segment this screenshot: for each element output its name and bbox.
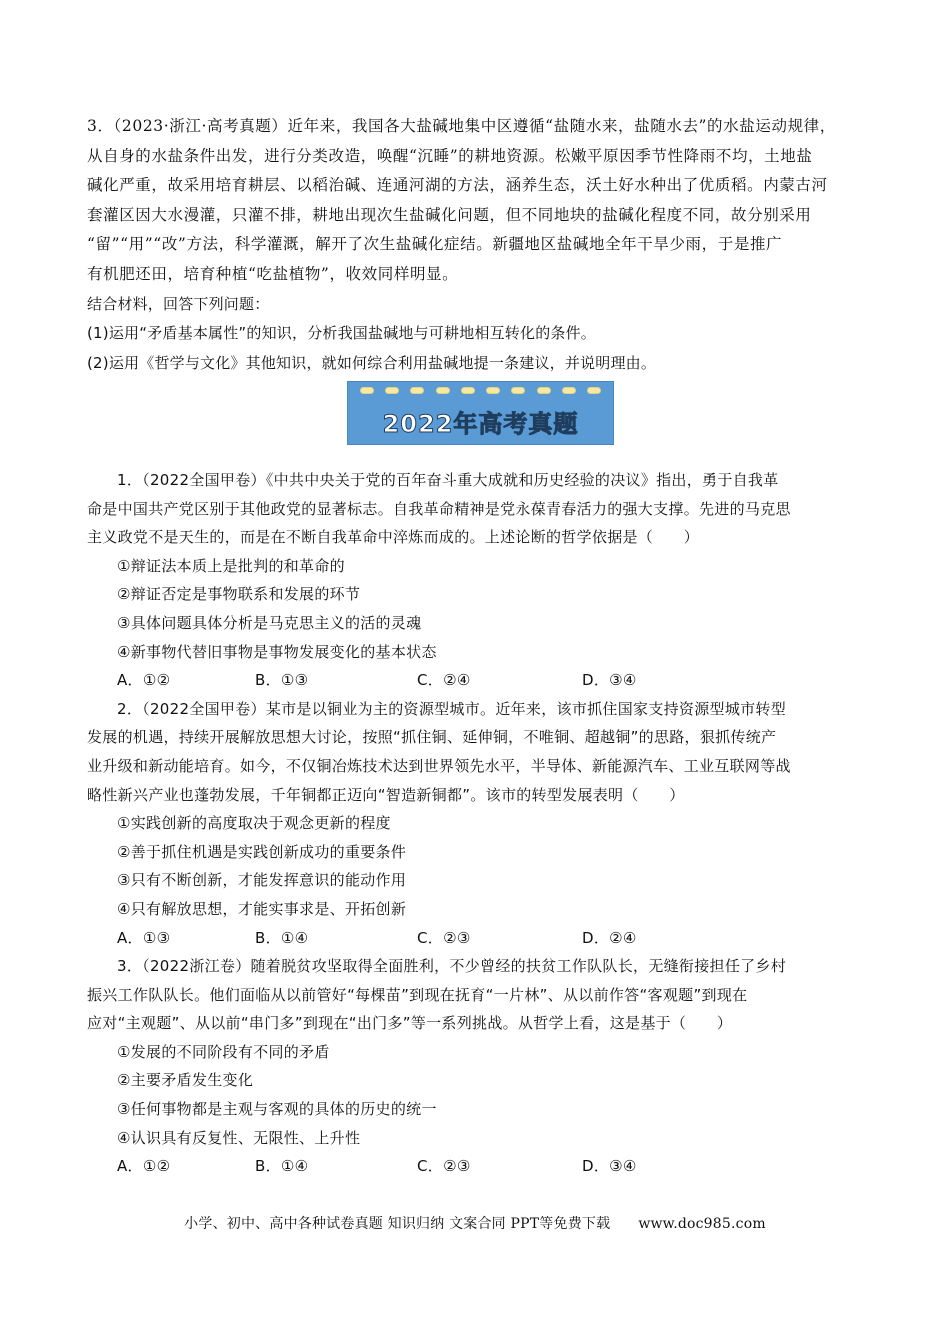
section-2022 xyxy=(87,466,867,1181)
question-stem-line: 2．（2022全国甲卷）某市是以铜业为主的资源型城市。近年来，该市抓住国家支持资源型城市转型 xyxy=(117,699,787,718)
answer-choices xyxy=(87,1152,867,1181)
section-banner xyxy=(347,381,614,445)
statement-option: ②辩证否定是事物联系和发展的环节 xyxy=(117,585,361,604)
sub-question-1: (1)运用“矛盾基本属性”的知识，分析我国盐碱地与可耕地相互转化的条件。 xyxy=(87,324,596,343)
choice-a: A．①③ xyxy=(117,928,171,947)
statement-option: ①辩证法本质上是批判的和革命的 xyxy=(117,556,345,575)
choice-a: A．①② xyxy=(117,1157,171,1176)
choice-c: C．②③ xyxy=(417,928,471,947)
question-stem-line: 从自身的水盐条件出发，进行分类改造，唤醒“沉睡”的耕地资源。松嫩平原因季节性降雨不均，土地盐 xyxy=(87,146,813,165)
footer-link[interactable]: www.doc985.com xyxy=(638,1216,766,1232)
banner-dot xyxy=(436,387,450,394)
banner-dot xyxy=(537,387,551,394)
question-stem-line: 套灌区因大水漫灌，只灌不排，耕地出现次生盐碱化问题，但不同地块的盐碱化程度不同，故分别采用 xyxy=(87,205,812,224)
banner-dot xyxy=(461,387,475,394)
banner-dot xyxy=(360,387,374,394)
question-prompt: 结合材料，回答下列问题： xyxy=(87,294,270,313)
choice-c: C．②③ xyxy=(417,1157,471,1176)
statement-option: ③只有不断创新，才能发挥意识的能动作用 xyxy=(117,871,407,890)
statement-option: ④只有解放思想，才能实事求是、开拓创新 xyxy=(117,899,407,918)
question-stem-line: 业升级和新动能培育。如今，不仅铜冶炼技术达到世界领先水平，半导体、新能源汽车、工业互联网等战 xyxy=(87,756,791,775)
banner-title: 2022年高考真题 xyxy=(382,410,579,438)
question-stem-line: 3．（2022浙江卷）随着脱贫攻坚取得全面胜利，不少曾经的扶贫工作队队长，无缝衔接担任了乡村 xyxy=(117,957,787,976)
banner-dot xyxy=(562,387,576,394)
banner-dot xyxy=(385,387,399,394)
footer-text: 小学、初中、高中各种试卷真题 知识归纳 文案合同 PPT等免费下载 xyxy=(184,1216,611,1232)
statement-option: ②主要矛盾发生变化 xyxy=(117,1071,254,1090)
statement-option: ③任何事物都是主观与客观的具体的历史的统一 xyxy=(117,1100,437,1119)
choice-d: D．②④ xyxy=(582,928,637,947)
question-stem-line: 命是中国共产党区别于其他政党的显著标志。自我革命精神是党永葆青春活力的强大支撑。先进的马克思 xyxy=(87,499,791,518)
question-stem-line: 碱化严重，故采用培育耕层、以稻治碱、连通河湖的方法，涵养生态，沃土好水种出了优质稻。内蒙古河 xyxy=(87,176,828,195)
statement-option: ④认识具有反复性、无限性、上升性 xyxy=(117,1128,361,1147)
choice-a: A．①② xyxy=(117,671,171,690)
question-stem-line: 1．（2022全国甲卷）《中共中央关于党的百年奋斗重大成就和历史经验的决议》指出，勇于自我革 xyxy=(117,471,779,489)
question-1 xyxy=(87,466,867,695)
question-stem-line: 3．（2023·浙江·高考真题）近年来，我国各大盐碱地集中区遵循“盐随水来，盐随水去”的水盐运动规律， xyxy=(87,117,836,135)
page-footer xyxy=(0,1213,950,1233)
statement-option: ①实践创新的高度取决于观念更新的程度 xyxy=(117,814,391,833)
question-stem-line: 应对“主观题”、从以前“串门多”到现在“出门多”等一系列挑战。从哲学上看，这是基于（ ） xyxy=(87,1014,733,1033)
question-stem-line: 略性新兴产业也蓬勃发展，千年铜都正迈向“智造新铜都”。该市的转型发展表明（ ） xyxy=(87,785,685,804)
banner-dot xyxy=(486,387,500,394)
question-stem-line: 发展的机遇，持续开展解放思想大讨论，按照“抓住铜、延伸铜，不唯铜、超越铜”的思路，狠抓传统产 xyxy=(87,728,777,747)
banner-dot xyxy=(511,387,525,394)
banner-dot xyxy=(410,387,424,394)
question-stem-line: 振兴工作队队长。他们面临从以前管好“每棵苗”到现在抚育“一片林”、从以前作答“客观题”到现在 xyxy=(87,985,748,1004)
banner-dots xyxy=(360,387,601,394)
answer-choices xyxy=(87,924,867,953)
statement-option: ①发展的不同阶段有不同的矛盾 xyxy=(117,1042,330,1061)
sub-question-2: (2)运用《哲学与文化》其他知识，就如何综合利用盐碱地提一条建议，并说明理由。 xyxy=(87,353,657,372)
question-stem-line: “留”“用”“改”方法，科学灌溉，解开了次生盐碱化症结。新疆地区盐碱地全年干旱少雨，于是推广 xyxy=(87,235,783,254)
question-stem-line: 有机肥还田，培育种植“吃盐植物”，收效同样明显。 xyxy=(87,264,459,283)
question-2 xyxy=(87,695,867,952)
choice-b: B．①③ xyxy=(255,671,309,690)
statement-option: ④新事物代替旧事物是事物发展变化的基本状态 xyxy=(117,642,437,661)
question-stem-line: 主义政党不是天生的，而是在不断自我革命中淬炼而成的。上述论断的哲学依据是（ ） xyxy=(87,528,700,547)
banner-dot xyxy=(587,387,601,394)
answer-choices xyxy=(87,666,867,695)
choice-d: D．③④ xyxy=(582,671,637,690)
statement-option: ②善于抓住机遇是实践创新成功的重要条件 xyxy=(117,842,407,861)
question-2023-zhejiang xyxy=(87,112,865,378)
question-3 xyxy=(87,952,867,1181)
choice-b: B．①④ xyxy=(255,1157,309,1176)
statement-option: ③具体问题具体分析是马克思主义的活的灵魂 xyxy=(117,613,422,632)
choice-c: C．②④ xyxy=(417,671,471,690)
choice-d: D．③④ xyxy=(582,1157,637,1176)
choice-b: B．①④ xyxy=(255,928,309,947)
